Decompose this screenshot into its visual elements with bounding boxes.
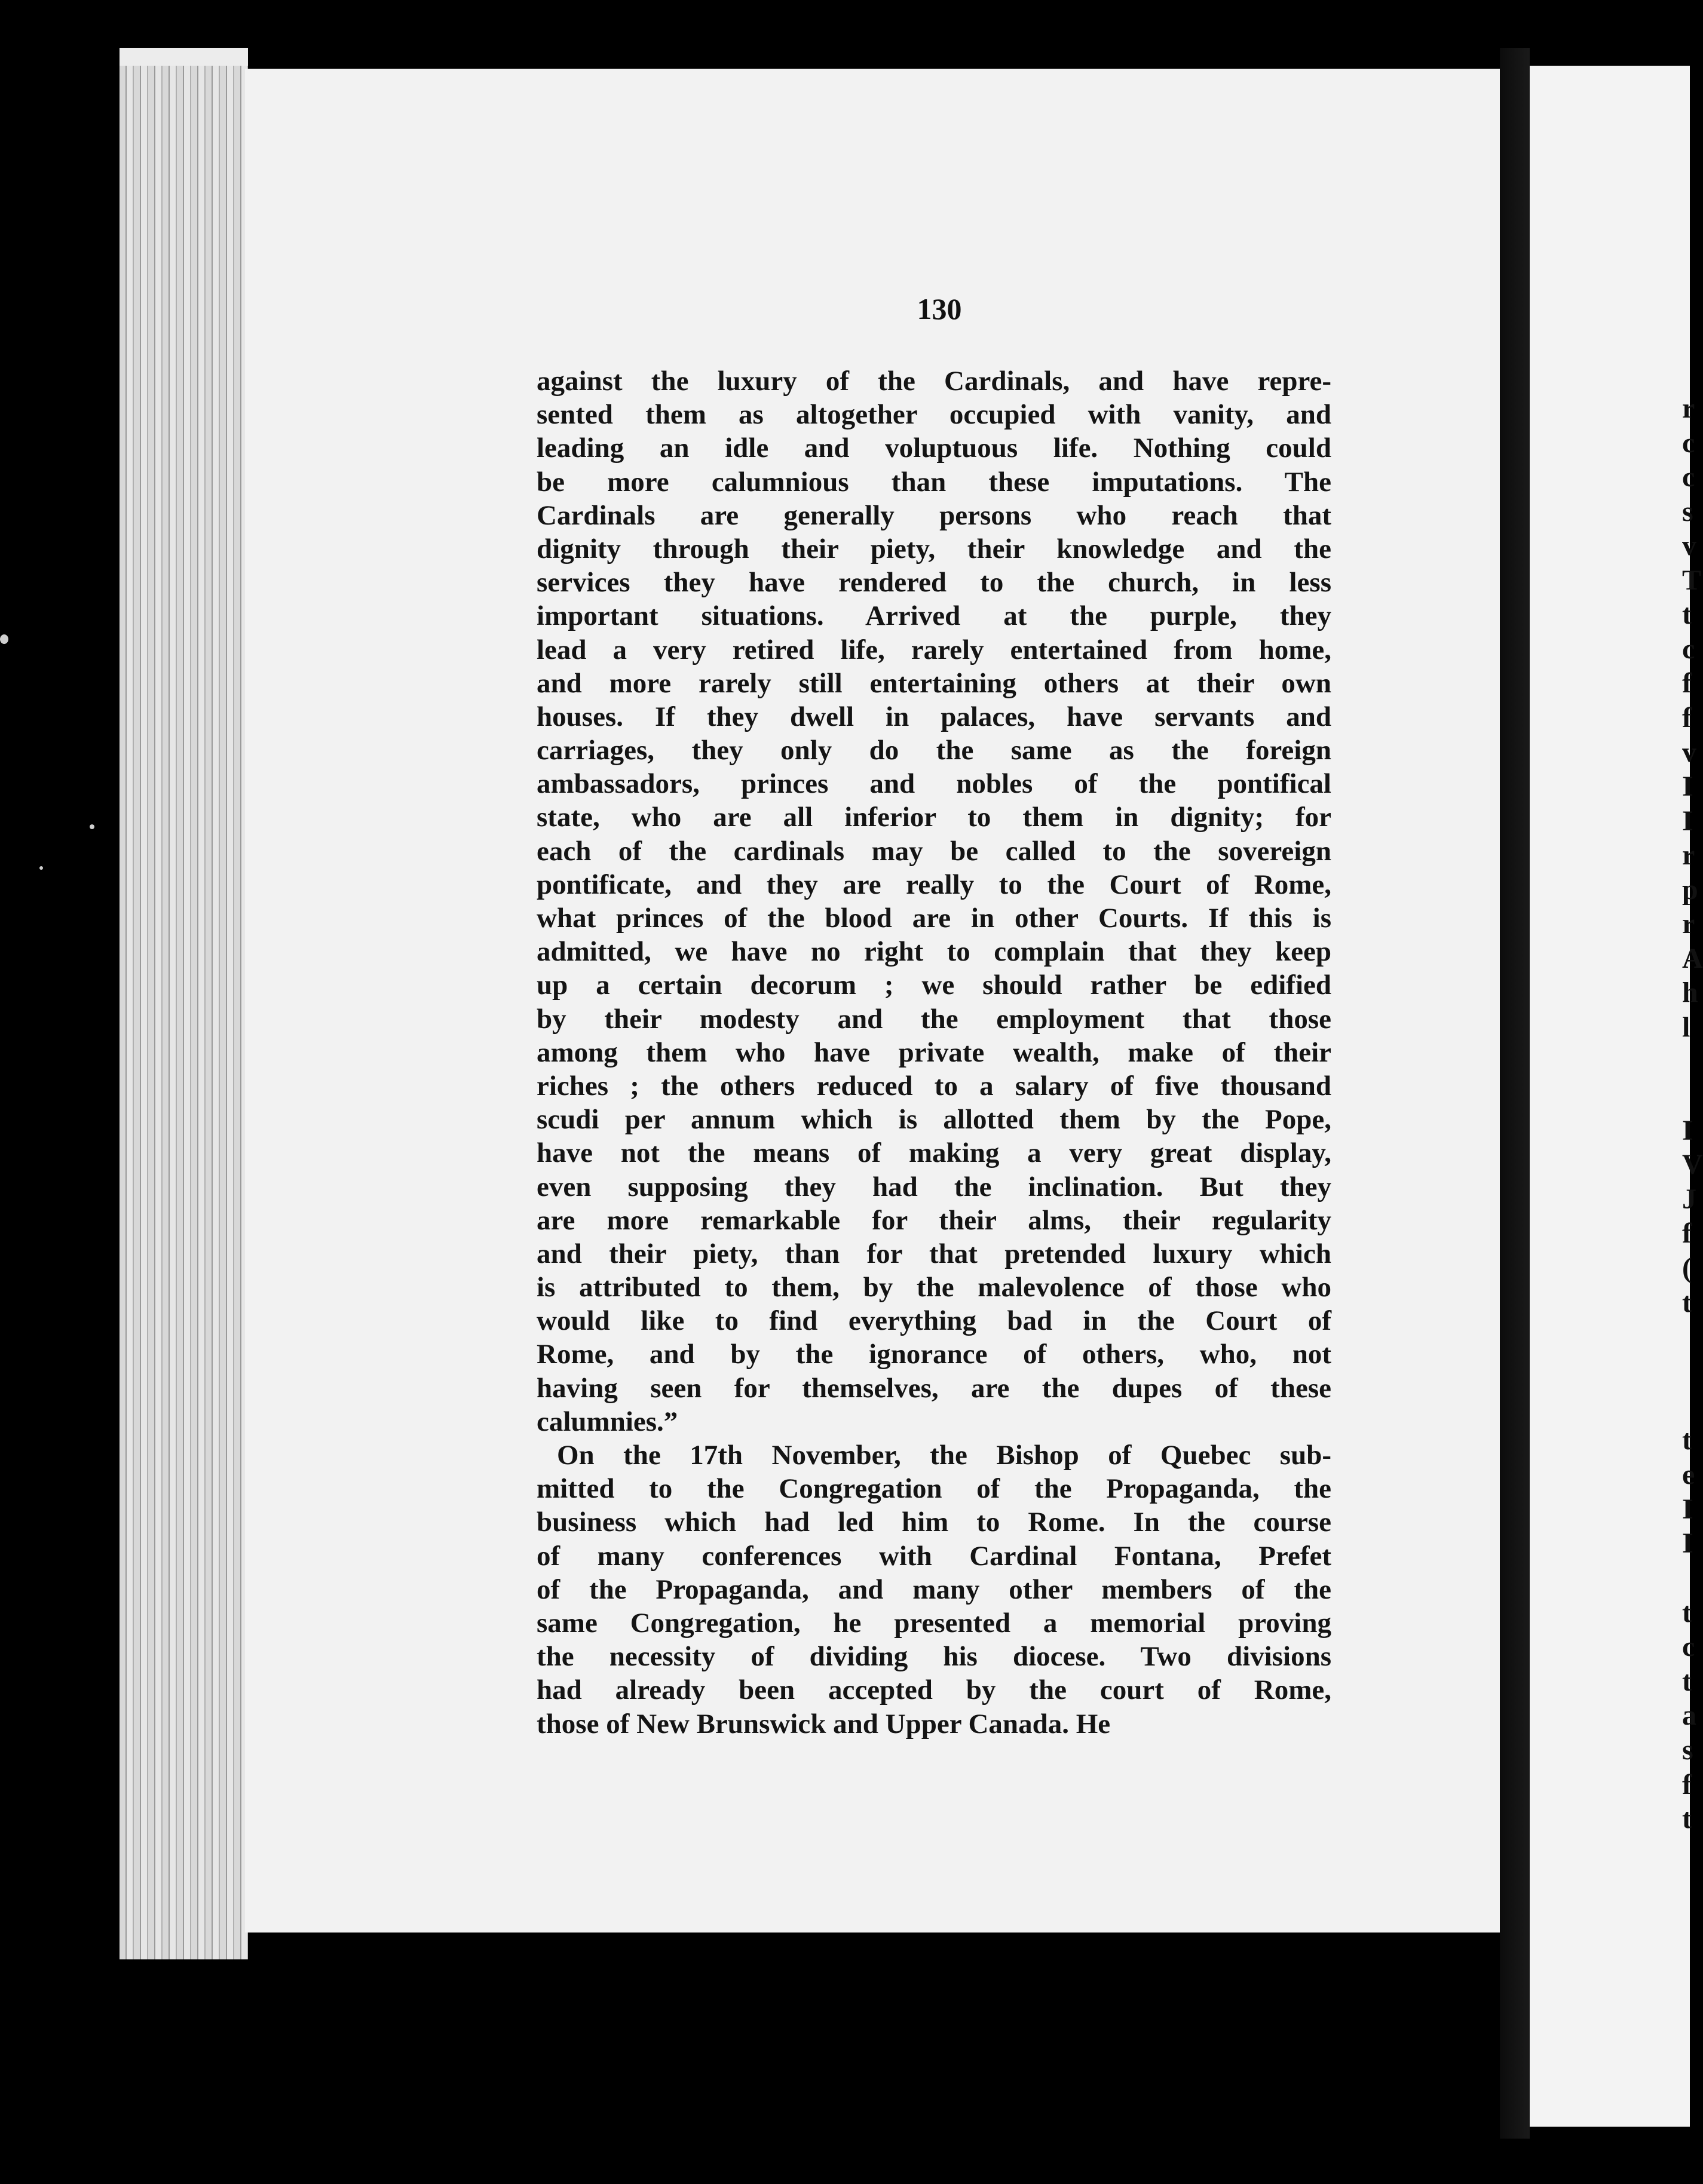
facing-page-fragment: p	[1682, 874, 1698, 906]
dust-speck	[90, 824, 94, 829]
facing-page-fragment: r	[1682, 392, 1695, 424]
text-line: what princes of the blood are in other Courts. If this is	[537, 903, 1331, 934]
facing-page-fragment: t	[1682, 1424, 1692, 1456]
book-page-edges	[120, 48, 248, 1959]
facing-page-fragment: v	[1682, 530, 1696, 562]
text-line: each of the cardinals may be called to the sovereign	[537, 835, 1331, 867]
text-line: and more rarely still entertaining others at their own	[537, 667, 1331, 699]
facing-page-fragment: c	[1682, 1631, 1695, 1662]
facing-page-fragment: f	[1682, 667, 1692, 699]
text-line: important situations. Arrived at the purple, they	[537, 600, 1331, 632]
facing-page-fragment: c	[1682, 633, 1695, 665]
text-line: of many conferences with Cardinal Fontana, Prefet	[537, 1540, 1331, 1572]
body-text	[537, 364, 1331, 1741]
text-line: having seen for themselves, are the dupes of these	[537, 1372, 1331, 1404]
facing-page-fragment: V	[1682, 1149, 1703, 1180]
facing-page-fragment: f	[1682, 1769, 1692, 1800]
facing-page-fragment: t	[1682, 599, 1692, 630]
text-line: admitted, we have no right to complain that they keep	[537, 936, 1331, 968]
facing-page-fragment: f	[1682, 702, 1692, 734]
text-line: riches ; the others reduced to a salary of five thousand	[537, 1070, 1331, 1102]
facing-page-fragment: (	[1682, 1252, 1692, 1284]
facing-page-fragment: v	[1682, 737, 1696, 768]
facing-page-fragment: t	[1682, 1287, 1692, 1318]
facing-page-fragment: r	[1682, 908, 1695, 940]
text-line: houses. If they dwell in palaces, have servants and	[537, 701, 1331, 732]
text-line: those of New Brunswick and Upper Canada. He	[537, 1708, 1111, 1740]
book-gutter	[1500, 48, 1530, 2139]
facing-page-fragment: r	[1682, 839, 1695, 871]
text-line: sented them as altogether occupied with vanity, and	[537, 399, 1331, 431]
text-line: carriages, they only do the same as the foreign	[537, 735, 1331, 766]
facing-page-fragment: I	[1682, 1115, 1693, 1146]
text-line: lead a very retired life, rarely entertained from home,	[537, 634, 1331, 665]
facing-page	[1530, 66, 1690, 2127]
book-page-edges-top	[120, 48, 248, 66]
facing-page-fragment: l	[1682, 1011, 1690, 1043]
dust-speck	[0, 634, 8, 644]
facing-page-fragment: c	[1682, 461, 1695, 493]
facing-page-fragment: I	[1682, 1527, 1693, 1559]
facing-page-fragment: h	[1682, 977, 1698, 1008]
text-line: have not the means of making a very great display,	[537, 1137, 1331, 1169]
text-line: scudi per annum which is allotted them by the Pope,	[537, 1104, 1331, 1136]
text-line: Rome, and by the ignorance of others, who, not	[537, 1339, 1331, 1370]
text-line: among them who have private wealth, make of their	[537, 1036, 1331, 1068]
text-line: and their piety, than for that pretended luxury which	[537, 1238, 1331, 1269]
text-line: calumnies.”	[537, 1406, 678, 1437]
text-line: services they have rendered to the church, in less	[537, 567, 1331, 599]
page-number: 130	[917, 292, 962, 326]
facing-page-fragment: c	[1682, 427, 1695, 459]
text-line: up a certain decorum ; we should rather be edified	[537, 970, 1331, 1001]
facing-page-fragment: a	[1682, 1700, 1696, 1731]
facing-page-fragment: T	[1682, 565, 1702, 596]
text-line: business which had led him to Rome. In the course	[537, 1507, 1331, 1538]
facing-page-fragment: t	[1682, 1665, 1692, 1697]
text-line: of the Propaganda, and many other members of the	[537, 1573, 1331, 1605]
text-line: pontificate, and they are really to the Court of Rome,	[537, 869, 1331, 900]
facing-page-fragment: f	[1682, 1217, 1692, 1249]
text-line: against the luxury of the Cardinals, and have repre-	[537, 366, 1331, 397]
facing-page-fragment: I	[1682, 805, 1693, 837]
text-line: same Congregation, he presented a memorial proving	[537, 1607, 1331, 1639]
facing-page-fragment: t	[1682, 1803, 1692, 1835]
text-line: ambassadors, princes and nobles of the pontifical	[537, 768, 1331, 800]
facing-page-fragment: s	[1682, 1734, 1693, 1766]
text-line: had already been accepted by the court of Rome,	[537, 1674, 1331, 1706]
facing-page-fragment: A	[1682, 943, 1703, 974]
facing-page-fragment: s	[1682, 496, 1693, 527]
text-line: are more remarkable for their alms, their regularity	[537, 1204, 1331, 1236]
text-line: On the 17th November, the Bishop of Quebec sub-	[557, 1440, 1331, 1471]
dust-speck	[39, 866, 43, 870]
text-line: Cardinals are generally persons who reach that	[537, 499, 1331, 531]
text-line: leading an idle and voluptuous life. Nothing could	[537, 432, 1331, 464]
facing-page-fragment: e	[1682, 1459, 1695, 1490]
text-line: the necessity of dividing his diocese. Two divisions	[537, 1641, 1331, 1673]
text-line: be more calumnious than these imputations. The	[537, 466, 1331, 498]
text-line: even supposing they had the inclination. But they	[537, 1171, 1331, 1203]
text-line: state, who are all inferior to them in dignity; for	[537, 802, 1331, 833]
facing-page-fragment: t	[1682, 1597, 1692, 1628]
text-line: is attributed to them, by the malevolence of those who	[537, 1272, 1331, 1303]
facing-page-fragment: J	[1682, 1183, 1696, 1215]
text-line: would like to find everything bad in the Court of	[537, 1305, 1331, 1337]
facing-page-fragment: I	[1682, 771, 1693, 802]
text-line: by their modesty and the employment that those	[537, 1003, 1331, 1035]
text-line: mitted to the Congregation of the Propaganda, the	[537, 1473, 1331, 1505]
text-line: dignity through their piety, their knowledge and the	[537, 533, 1331, 565]
facing-page-fragment: I	[1682, 1493, 1693, 1525]
